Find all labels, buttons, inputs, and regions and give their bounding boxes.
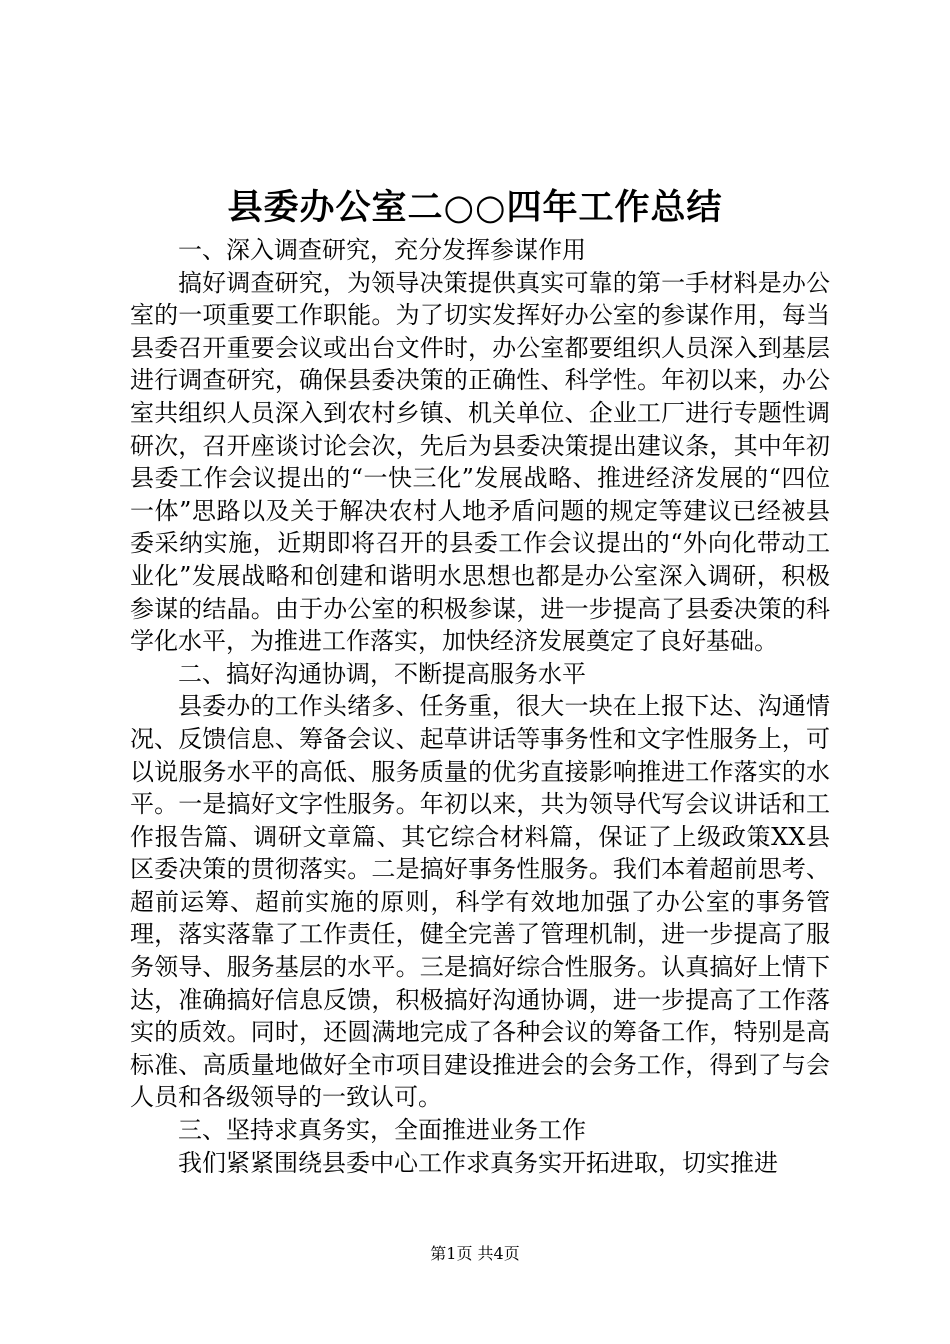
section-paragraph-2: 县委办的工作头绪多、任务重，很大一块在上报下达、沟通情况、反馈信息、筹备会议、起草讲话等事务性和文字性服务上，可以说服务水平的高低、服务质量的优劣直接影响推进工作落实的水平。一是搞好文字性服务。年初以来，共为领导代写会议讲话和工作报告篇、调研文章篇、其它综合材料篇，保证了上级政策XX县区委决策的贯彻落实。二是搞好事务性服务。我们本着超前思考、超前运筹、超前实施的原则，科学有效地加强了办公室的事务管理，落实落靠了工作责任，健全完善了管理机制，进一步提高了服务领导、服务基层的水平。三是搞好综合性服务。认真搞好上情下达，准确搞好信息反馈，积极搞好沟通协调，进一步提高了工作落实的质效。同时，还圆满地完成了各种会议的筹备工作，特别是高标准、高质量地做好全市项目建设推进会的会务工作，得到了与会人员和各级领导的一致认可。 bbox=[130, 692, 830, 1112]
section-heading-2: 二、搞好沟通协调，不断提高服务水平 bbox=[178, 659, 586, 688]
document-body bbox=[130, 234, 830, 1179]
page-footer: 第1页 共4页 bbox=[430, 1244, 520, 1263]
section-heading-1: 一、深入调查研究，充分发挥参谋作用 bbox=[178, 236, 586, 264]
section-heading-3: 三、坚持求真务实，全面推进业务工作 bbox=[178, 1116, 586, 1145]
document-title: 县委办公室二○○四年工作总结 bbox=[227, 187, 723, 228]
section-paragraph-3: 我们紧紧围绕县委中心工作求真务实开拓进取，切实推进 bbox=[178, 1148, 778, 1177]
section-paragraph-1: 搞好调查研究，为领导决策提供真实可靠的第一手材料是办公室的一项重要工作职能。为了切实发挥好办公室的参谋作用，每当县委召开重要会议或出台文件时，办公室都要组织人员深入到基层进行调查研究，确保县委决策的正确性、科学性。年初以来，办公室共组织人员深入到农村乡镇、机关单位、企业工厂进行专题性调研次，召开座谈讨论会次，先后为县委决策提出建议条，其中年初县委工作会议提出的“一快三化”发展战略、推进经济发展的“四位一体”思路以及关于解决农村人地矛盾问题的规定等建议已经被县委采纳实施，近期即将召开的县委工作会议提出的“外向化带动工业化”发展战略和创建和谐明水思想也都是办公室深入调研，积极参谋的结晶。由于办公室的积极参谋，进一步提高了县委决策的科学化水平，为推进工作落实，加快经济发展奠定了良好基础。 bbox=[130, 268, 830, 656]
